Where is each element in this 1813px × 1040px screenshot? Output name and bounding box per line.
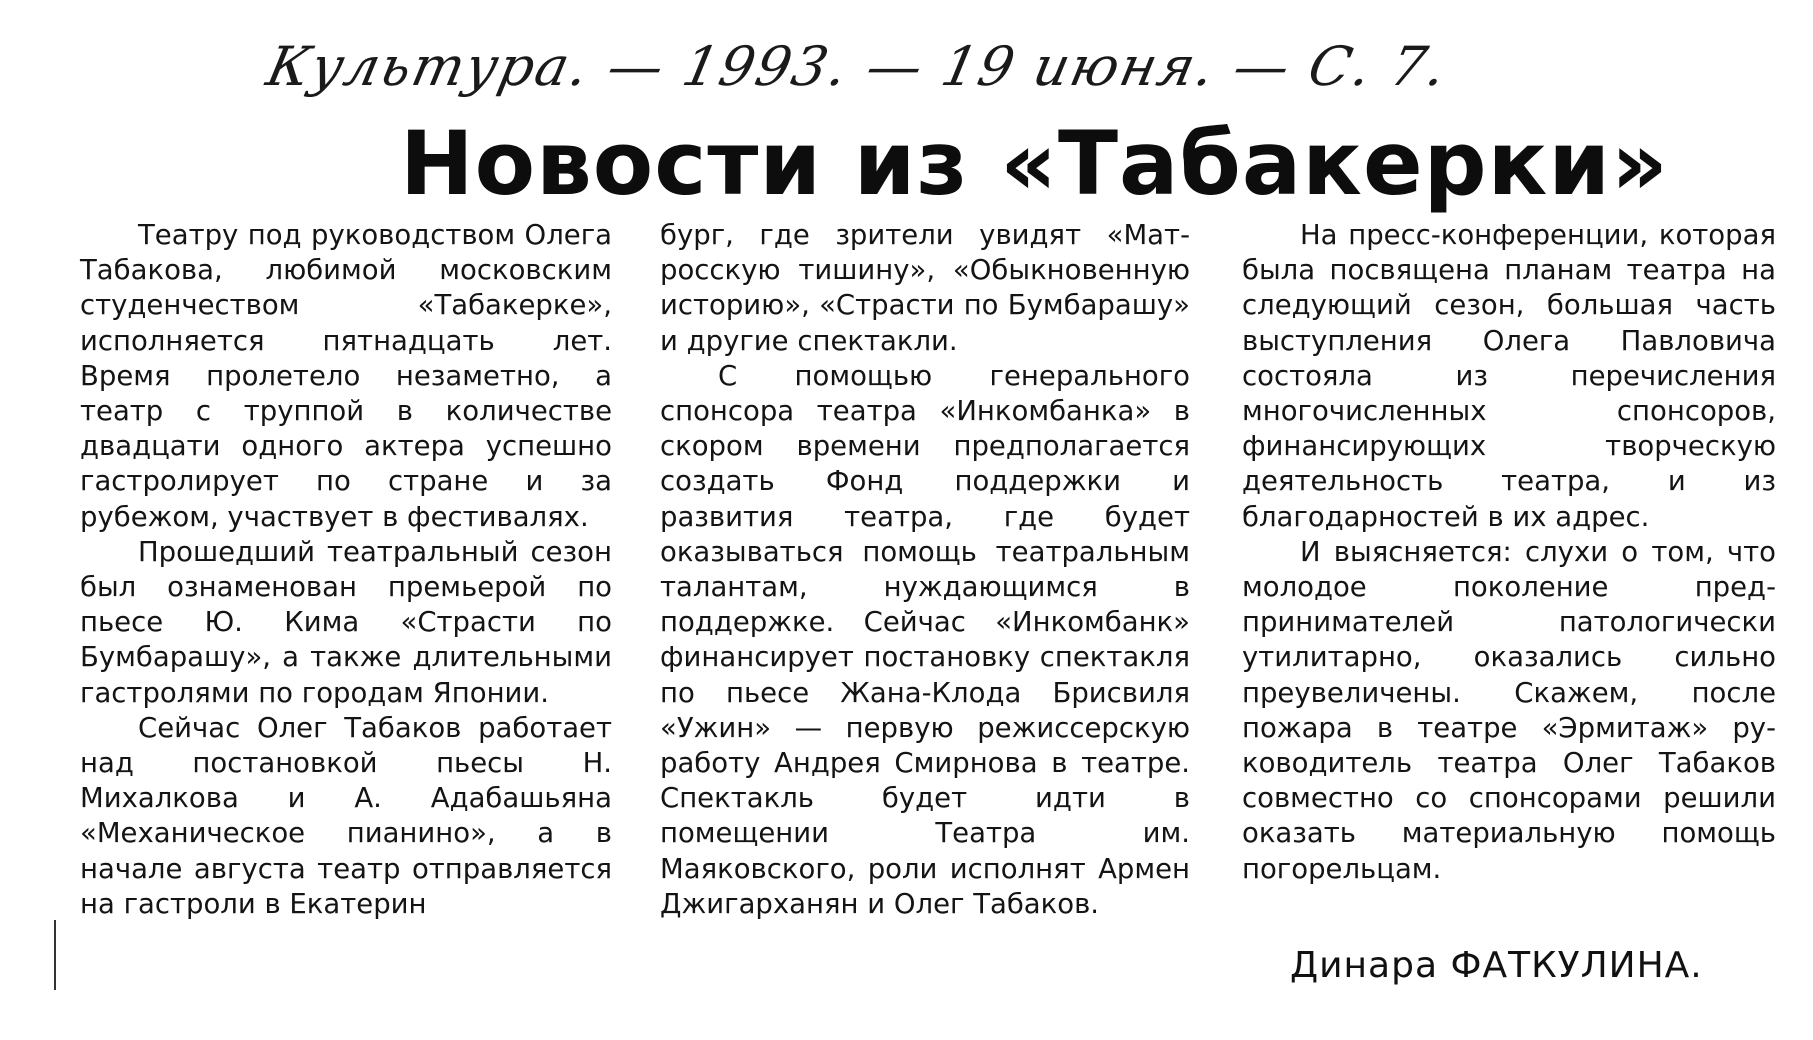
column-1-paragraph-2: Прошедший театральный сезон был ознаменован премьерой по пьесе Ю. Кима «Страсти по Бумбарашу», а также длительными гастролями по городам Японии.: [80, 535, 612, 709]
author-signature: Динара ФАТКУЛИНА.: [1290, 945, 1703, 986]
column-1-paragraph-3: Сейчас Олег Табаков работает над постановкой пьесы Н. Михалкова и А. Адабашьяна «Механическое пианино», а в начале августа театр отправляется на гастроли в Екатерин: [80, 711, 612, 920]
article-column-2: [660, 218, 1190, 922]
handwritten-source-note: Культура. — 1993. — 19 июня. — С. 7.: [261, 35, 1454, 98]
column-3-paragraph-1: На пресс-конференции, которая была посвящена планам театра на следующий сезон, большая часть выступления Олега Павловича состояла из перечисления многочисленных спонсоров, финансирующих творческую деятельность театра, и из благодарностей в их адрес.: [1242, 219, 1776, 533]
column-3-paragraph-2: И выясняется: слухи о том, что молодое поколение предпринимателей патологически утилитарно, оказались сильно преувеличены. Скажем, после пожара в театре «Эрмитаж» руководитель театра Олег Табаков совместно со спонсорами решили оказать материальную помощь погорельцам.: [1242, 535, 1776, 885]
column-2-paragraph-1: бург, где зрители увидят «Матросскую тишину», «Обыкновенную историю», «Страсти по Бумбарашу» и другие спектакли.: [660, 219, 1190, 357]
article-column-1: [80, 218, 612, 922]
column-1-paragraph-1: Театру под руководством Олега Табакова, любимой московским студенчеством «Табакерке», исполняется пятнадцать лет. Время пролетело незаметно, а театр с труппой в количестве двадцати одного актера успешно гастролирует по стране и за рубежом, участвует в фестивалях.: [80, 219, 612, 533]
article-column-3: [1242, 218, 1776, 887]
column-2-paragraph-2: С помощью генерального спонсора театра «Инкомбанка» в скором времени предполагается создать Фонд поддержки и развития театра, где будет оказываться помощь театральным талантам, нуждающимся в поддержке. Сейчас «Инкомбанк» финансирует постановку спектакля по пьесе Жана-Клода Брисвиля «Ужин» — первую режиссерскую работу Андрея Смирнова в театре. Спектакль будет идти в помещении Театра им. Маяковского, роли исполнят Армен Джигарханян и Олег Табаков.: [660, 359, 1190, 920]
headline: Новости из «Табакерки»: [400, 112, 1669, 215]
margin-mark: [54, 920, 56, 990]
